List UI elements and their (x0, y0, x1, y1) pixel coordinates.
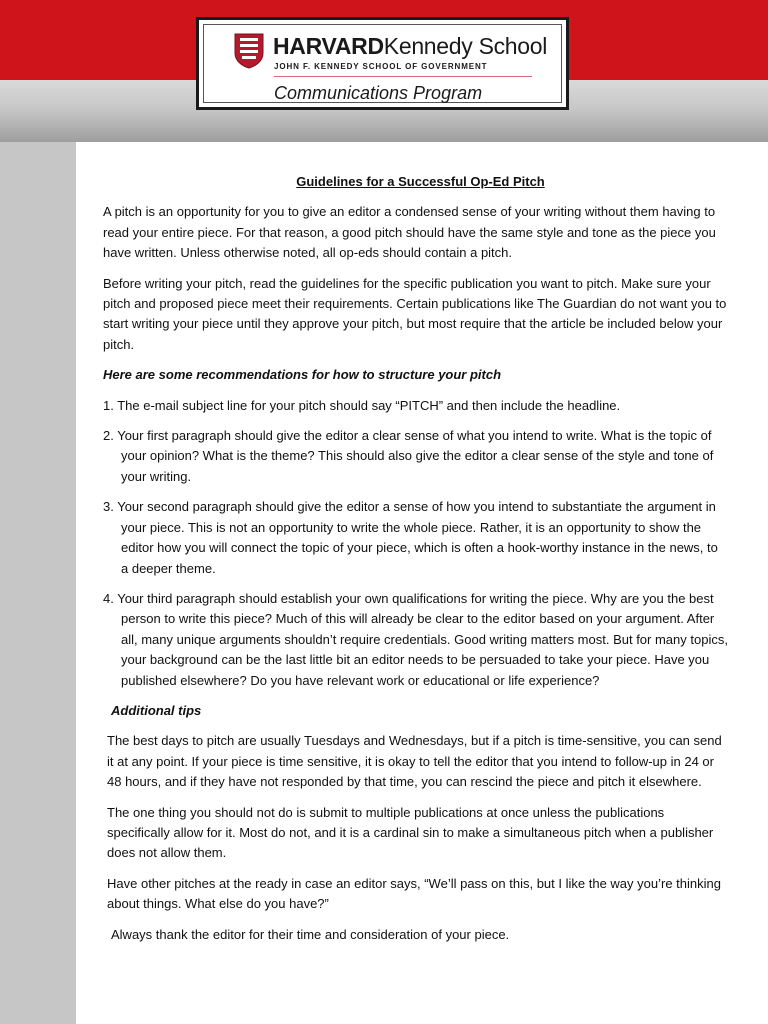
harvard-shield-icon (234, 33, 264, 69)
left-margin-bar (0, 142, 76, 1024)
intro-paragraph-2: Before writing your pitch, read the guidelines for the specific publication you want to pitch. Make sure your pitch and proposed piece meet their requirements. Certain publications like The Guardian do not want you to start writing your piece until they approve your pitch, but most require that the article be included below your pitch. (103, 275, 727, 352)
recommendation-item-3: 3. Your second paragraph should give the editor a sense of how you intend to substantiate the argument in your piece. This is not an opportunity to write the whole piece. Rather, it is an opportunity to show the editor how you will connect the topic of your piece, which is often a hook-worthy instance in the news, to a deeper theme. (103, 499, 718, 576)
logo-divider (274, 76, 532, 77)
recommendation-item-4: 4. Your third paragraph should establish your own qualifications for writing the piece. Why are you the best person to write this piece? Much of this will already be clear to the editor based on your argument. After all, many unique arguments shouldn’t require credentials. Good writing matters most. But for many topics, your background can be the last little bit an editor needs to be persuaded to take your piece. Have you published elsewhere? Do you have relevant work or educational or life experience? (103, 590, 728, 688)
tips-heading: Additional tips (111, 702, 202, 718)
recommendations-heading: Here are some recommendations for how to structure your pitch (103, 367, 502, 383)
school-name (273, 33, 547, 60)
document-title: Guidelines for a Successful Op-Ed Pitch (296, 174, 545, 189)
harvard-kennedy-logo (196, 17, 569, 110)
tip-paragraph-3: Have other pitches at the ready in case an editor says, “We’ll pass on this, but I like the way you’re thinking about things. What else do you have?” (107, 875, 721, 912)
document-body (103, 172, 728, 955)
recommendation-item-2: 2. Your first paragraph should give the editor a clear sense of what you intend to write. What is the topic of your opinion? What is the theme? This should also give the editor a clear sense of the style and tone of your writing. (103, 428, 714, 484)
school-subtitle: JOHN F. KENNEDY SCHOOL OF GOVERNMENT (274, 62, 488, 71)
intro-paragraph-1: A pitch is an opportunity for you to give an editor a condensed sense of your writing without them having to read your entire piece. For that reason, a good pitch should have the same style and tone as the piece you have written. Unless otherwise noted, all op-eds should contain a pitch. (103, 204, 716, 261)
school-name-rest: Kennedy School (383, 33, 548, 59)
logo-inner-frame (203, 24, 562, 103)
school-name-bold: HARVARD (273, 33, 384, 59)
recommendation-item-1: 1. The e-mail subject line for your pitch should say “PITCH” and then include the headline. (103, 397, 621, 413)
program-name: Communications Program (274, 83, 483, 103)
tip-paragraph-4: Always thank the editor for their time and consideration of your piece. (111, 926, 510, 942)
tip-paragraph-1: The best days to pitch are usually Tuesdays and Wednesdays, but if a pitch is time-sensitive, you can send it at any point. If your piece is time sensitive, it is okay to tell the editor that you intend to follow-up in 24 or 48 hours, and if they have not responded by that time, you can rescind the piece and pitch it elsewhere. (107, 733, 722, 790)
tip-paragraph-2: The one thing you should not do is submit to multiple publications at once unless the publications specifically allow for it. Most do not, and it is a cardinal sin to make a simultaneous pitch when a publisher does not allow them. (107, 804, 714, 861)
